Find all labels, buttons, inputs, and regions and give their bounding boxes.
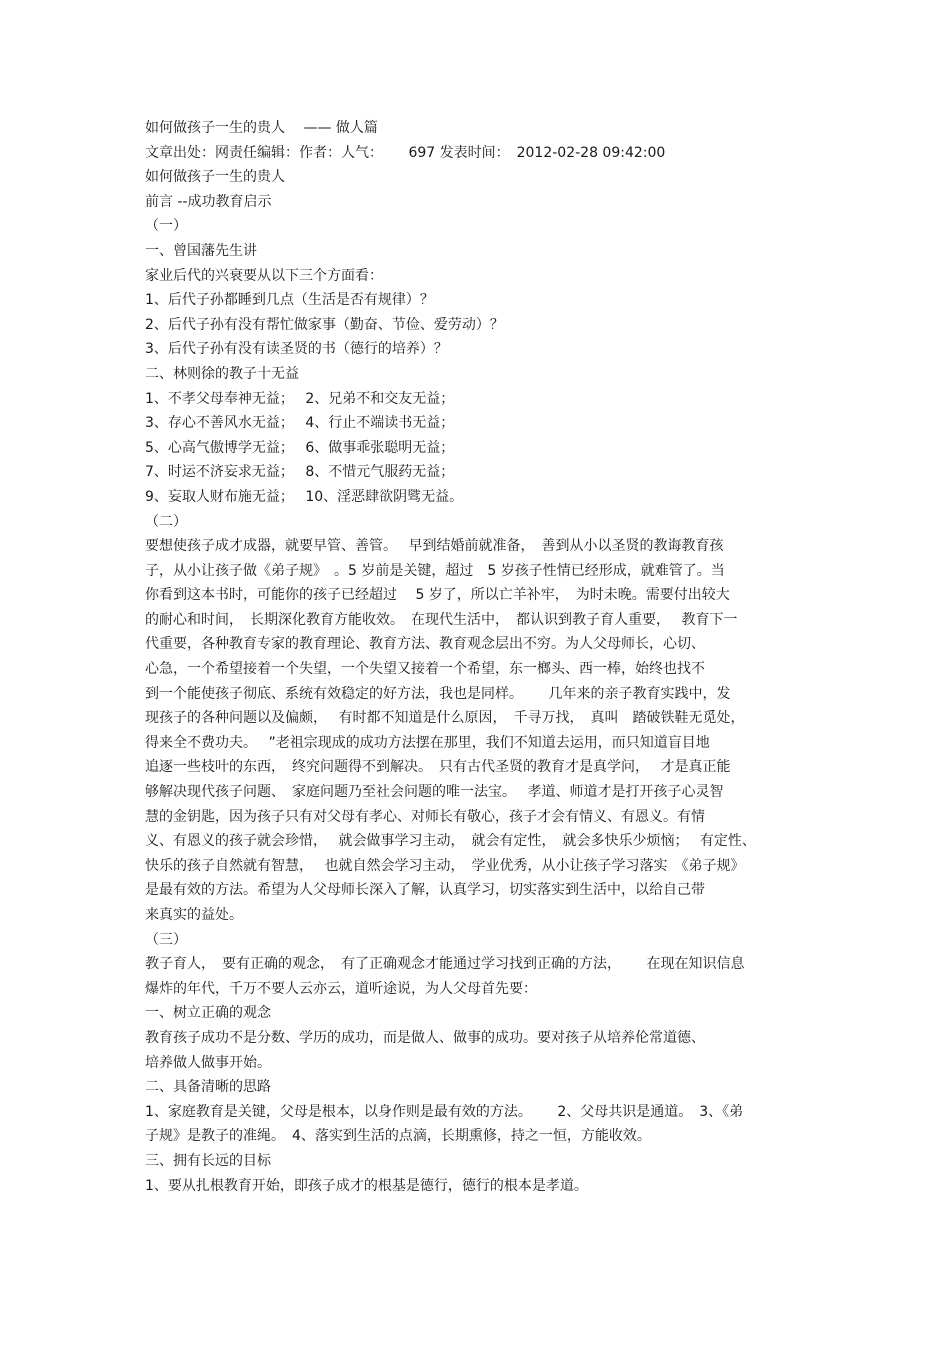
text-line: 慧的金钥匙，因为孩子只有对父母有孝心、对师长有敬心，孩子才会有情义、有恩义。有情 <box>145 808 705 825</box>
text-line: 教育孩子成功不是分数、学历的成功，而是做人、做事的成功。要对孩子从培养伦常道德、 <box>145 1029 705 1046</box>
text-line: 5、心高气傲博学无益； 6、做事乖张聪明无益； <box>145 439 455 456</box>
text-line: 爆炸的年代，千万不要人云亦云，道听途说，为人父母首先要： <box>145 980 537 997</box>
text-line: 3、后代子孙有没有读圣贤的书（德行的培养）？ <box>145 341 448 358</box>
text-line: 得来全不费功夫。 ”老祖宗现成的成功方法摆在那里，我们不知道去运用，而只知道盲目地 <box>145 734 710 751</box>
text-line: （二） <box>145 513 187 530</box>
text-line: 1、家庭教育是关键，父母是根本，以身作则是最有效的方法。 2、父母共识是通道。 3、《弟 <box>145 1103 744 1120</box>
text-line: 心急，一个希望接着一个失望，一个失望又接着一个希望，东一榔头、西一棒，始终也找不 <box>145 661 705 678</box>
text-line: （一） <box>145 218 187 235</box>
text-line: 1、后代子孙都睡到几点（生活是否有规律）？ <box>145 292 434 309</box>
text-line: 教子育人， 要有正确的观念， 有了正确观念才能通过学习找到正确的方法， 在现在知识信息 <box>145 956 745 973</box>
text-line: 子规》是教子的准绳。 4、落实到生活的点滴，长期熏修，持之一恒，方能收效。 <box>145 1128 651 1145</box>
document-title: 如何做孩子一生的贵人 —— 做人篇 <box>145 120 378 136</box>
text-line: 培养做人做事开始。 <box>145 1054 271 1071</box>
text-line: 子，从小让孩子做《弟子规》 。5 岁前是关键，超过 5 岁孩子性情已经形成，就难管了。当 <box>145 562 725 579</box>
text-line: 一、树立正确的观念 <box>145 1005 271 1022</box>
text-line: 3、存心不善风水无益； 4、行止不端读书无益； <box>145 415 455 432</box>
text-line: 1、要从扎根教育开始，即孩子成才的根基是德行，德行的根本是孝道。 <box>145 1177 588 1194</box>
text-line: 二、具备清晰的思路 <box>145 1079 271 1096</box>
text-line: （三） <box>145 931 187 948</box>
text-line: 现孩子的各种问题以及偏颇， 有时都不知道是什么原因， 千寻万找， 真叫 踏破铁鞋无觅处， <box>145 710 745 727</box>
text-line: 前言 --成功教育启示 <box>145 193 272 210</box>
text-line: 够解决现代孩子问题、 家庭问题乃至社会问题的唯一法宝。 孝道、师道才是打开孩子心灵智 <box>145 784 724 801</box>
text-line: 代重要，各种教育专家的教育理论、教育方法、教育观念层出不穷。为人父母师长，心切、 <box>145 636 705 653</box>
text-line: 1、不孝父母奉神无益； 2、兄弟不和交友无益； <box>145 390 455 407</box>
text-line: 来真实的益处。 <box>145 907 243 923</box>
text-line: 追逐一些枝叶的东西， 终究问题得不到解决。 只有古代圣贤的教育才是真学问， 才是真正能 <box>145 759 731 776</box>
text-line: 一、曾国藩先生讲 <box>145 242 257 259</box>
text-line: 你看到这本书时，可能你的孩子已经超过 5 岁了，所以亡羊补牢， 为时未晚。需要付出较大 <box>145 587 730 604</box>
text-line: 是最有效的方法。希望为人父母师长深入了解，认真学习，切实落实到生活中，以给自己带 <box>145 882 705 899</box>
text-line: 到一个能使孩子彻底、系统有效稳定的好方法，我也是同样。 几年来的亲子教育实践中，发 <box>145 685 731 702</box>
document-body <box>145 116 810 1198</box>
text-line: 快乐的孩子自然就有智慧， 也就自然会学习主动， 学业优秀，从小让孩子学习落实 《弟子规》 <box>145 857 745 874</box>
text-line: 二、林则徐的教子十无益 <box>145 365 299 382</box>
text-line: 义、有恩义的孩子就会珍惜， 就会做事学习主动， 就会有定性， 就会多快乐少烦恼； 有定性、 <box>145 833 756 850</box>
text-line: 7、时运不济妄求无益； 8、不惜元气服药无益； <box>145 464 455 481</box>
text-line: 9、妄取人财布施无益； 10、淫恶肆欲阴骘无益。 <box>145 488 464 505</box>
text-line: 的耐心和时间， 长期深化教育方能收效。 在现代生活中， 都认识到教子育人重要， 教育下一 <box>145 611 738 628</box>
text-line: 2、后代子孙有没有帮忙做家事（勤奋、节俭、爱劳动）？ <box>145 316 504 333</box>
text-line: 家业后代的兴衰要从以下三个方面看： <box>145 267 383 284</box>
text-line: 三、拥有长远的目标 <box>145 1152 271 1169</box>
article-meta: 文章出处：网责任编辑：作者：人气： 697 发表时间： 2012-02-28 09:42:00 <box>145 144 666 161</box>
text-line: 如何做孩子一生的贵人 <box>145 169 285 186</box>
text-line: 要想使孩子成才成器，就要早管、善管。 早到结婚前就准备， 善到从小以圣贤的教诲教育孩 <box>145 538 724 555</box>
